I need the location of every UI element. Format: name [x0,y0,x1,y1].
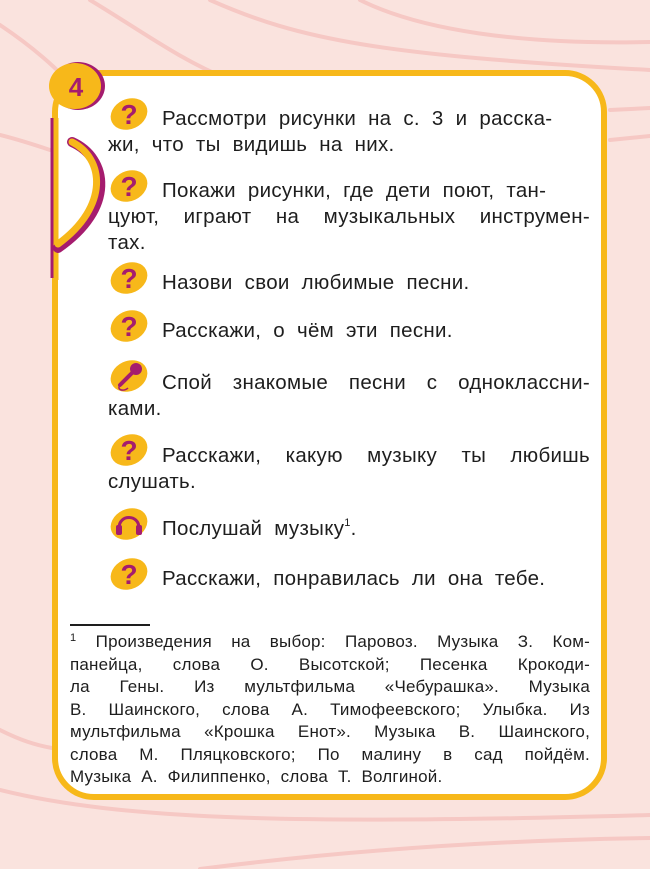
task-7 [108,516,590,542]
task-8 [108,566,590,592]
svg-text:?: ? [120,435,138,466]
svg-text:?: ? [120,99,138,130]
task-text: Послушай музыку$^1$. [162,517,357,540]
task-5 [108,370,590,422]
task-text: Расскажи, понравилась ли она тебе. [162,567,546,590]
section-number: 4 [68,71,84,102]
task-text: Расскажи, о чём эти песни. [162,319,453,342]
svg-text:?: ? [120,171,138,202]
footnote-divider [70,624,150,626]
task-2 [108,178,590,256]
task-text: Расскажи, какую музыку ты любишь [162,444,590,467]
task-text: Назови свои любимые песни. [162,271,470,294]
task-text: ками. [108,397,162,420]
svg-text:?: ? [120,559,138,590]
footnote-line: панейца, слова О. Высотской; Песенка Крокоди- [70,654,590,674]
footnote-marker: 1 [70,632,77,644]
task-text: жи, что ты видишь на них. [108,133,395,156]
task-text: Спой знакомые песни с одноклассни- [162,371,590,394]
footnote-line: мультфильма «Крошка Енот». Музыка В. Шаинского, [70,722,590,741]
task-text: Рассмотри рисунки на с. 3 и расска- [162,107,553,130]
task-1 [108,106,590,158]
footnote-line: $^1$ Произведения на выбор: Паровоз. Музыка З. Ком- [70,632,590,651]
footnote-ref: 1 [344,517,351,529]
footnote-line: ла Гены. Из мультфильма «Чебурашка». Музыка [70,677,590,696]
svg-text:?: ? [120,263,138,294]
footnote-line: В. Шаинского, слова А. Тимофеевского; Улыбка. Из [70,699,590,719]
footnote-line: Музыка А. Филиппенко, слова Т. Волгиной. [70,767,443,786]
task-text: тах. [108,231,146,254]
footnote [70,631,590,789]
task-6 [108,443,590,495]
footnote-line: слова М. Пляцковского; По малину в сад пойдём. [70,744,590,764]
task-text: Покажи рисунки, где дети поют, тан- [162,179,547,202]
task-text: цуют, играют на музыкальных инструмен- [108,205,590,228]
task-3 [108,270,590,296]
task-4 [108,318,590,344]
svg-text:?: ? [120,311,138,342]
task-text: слушать. [108,470,197,493]
